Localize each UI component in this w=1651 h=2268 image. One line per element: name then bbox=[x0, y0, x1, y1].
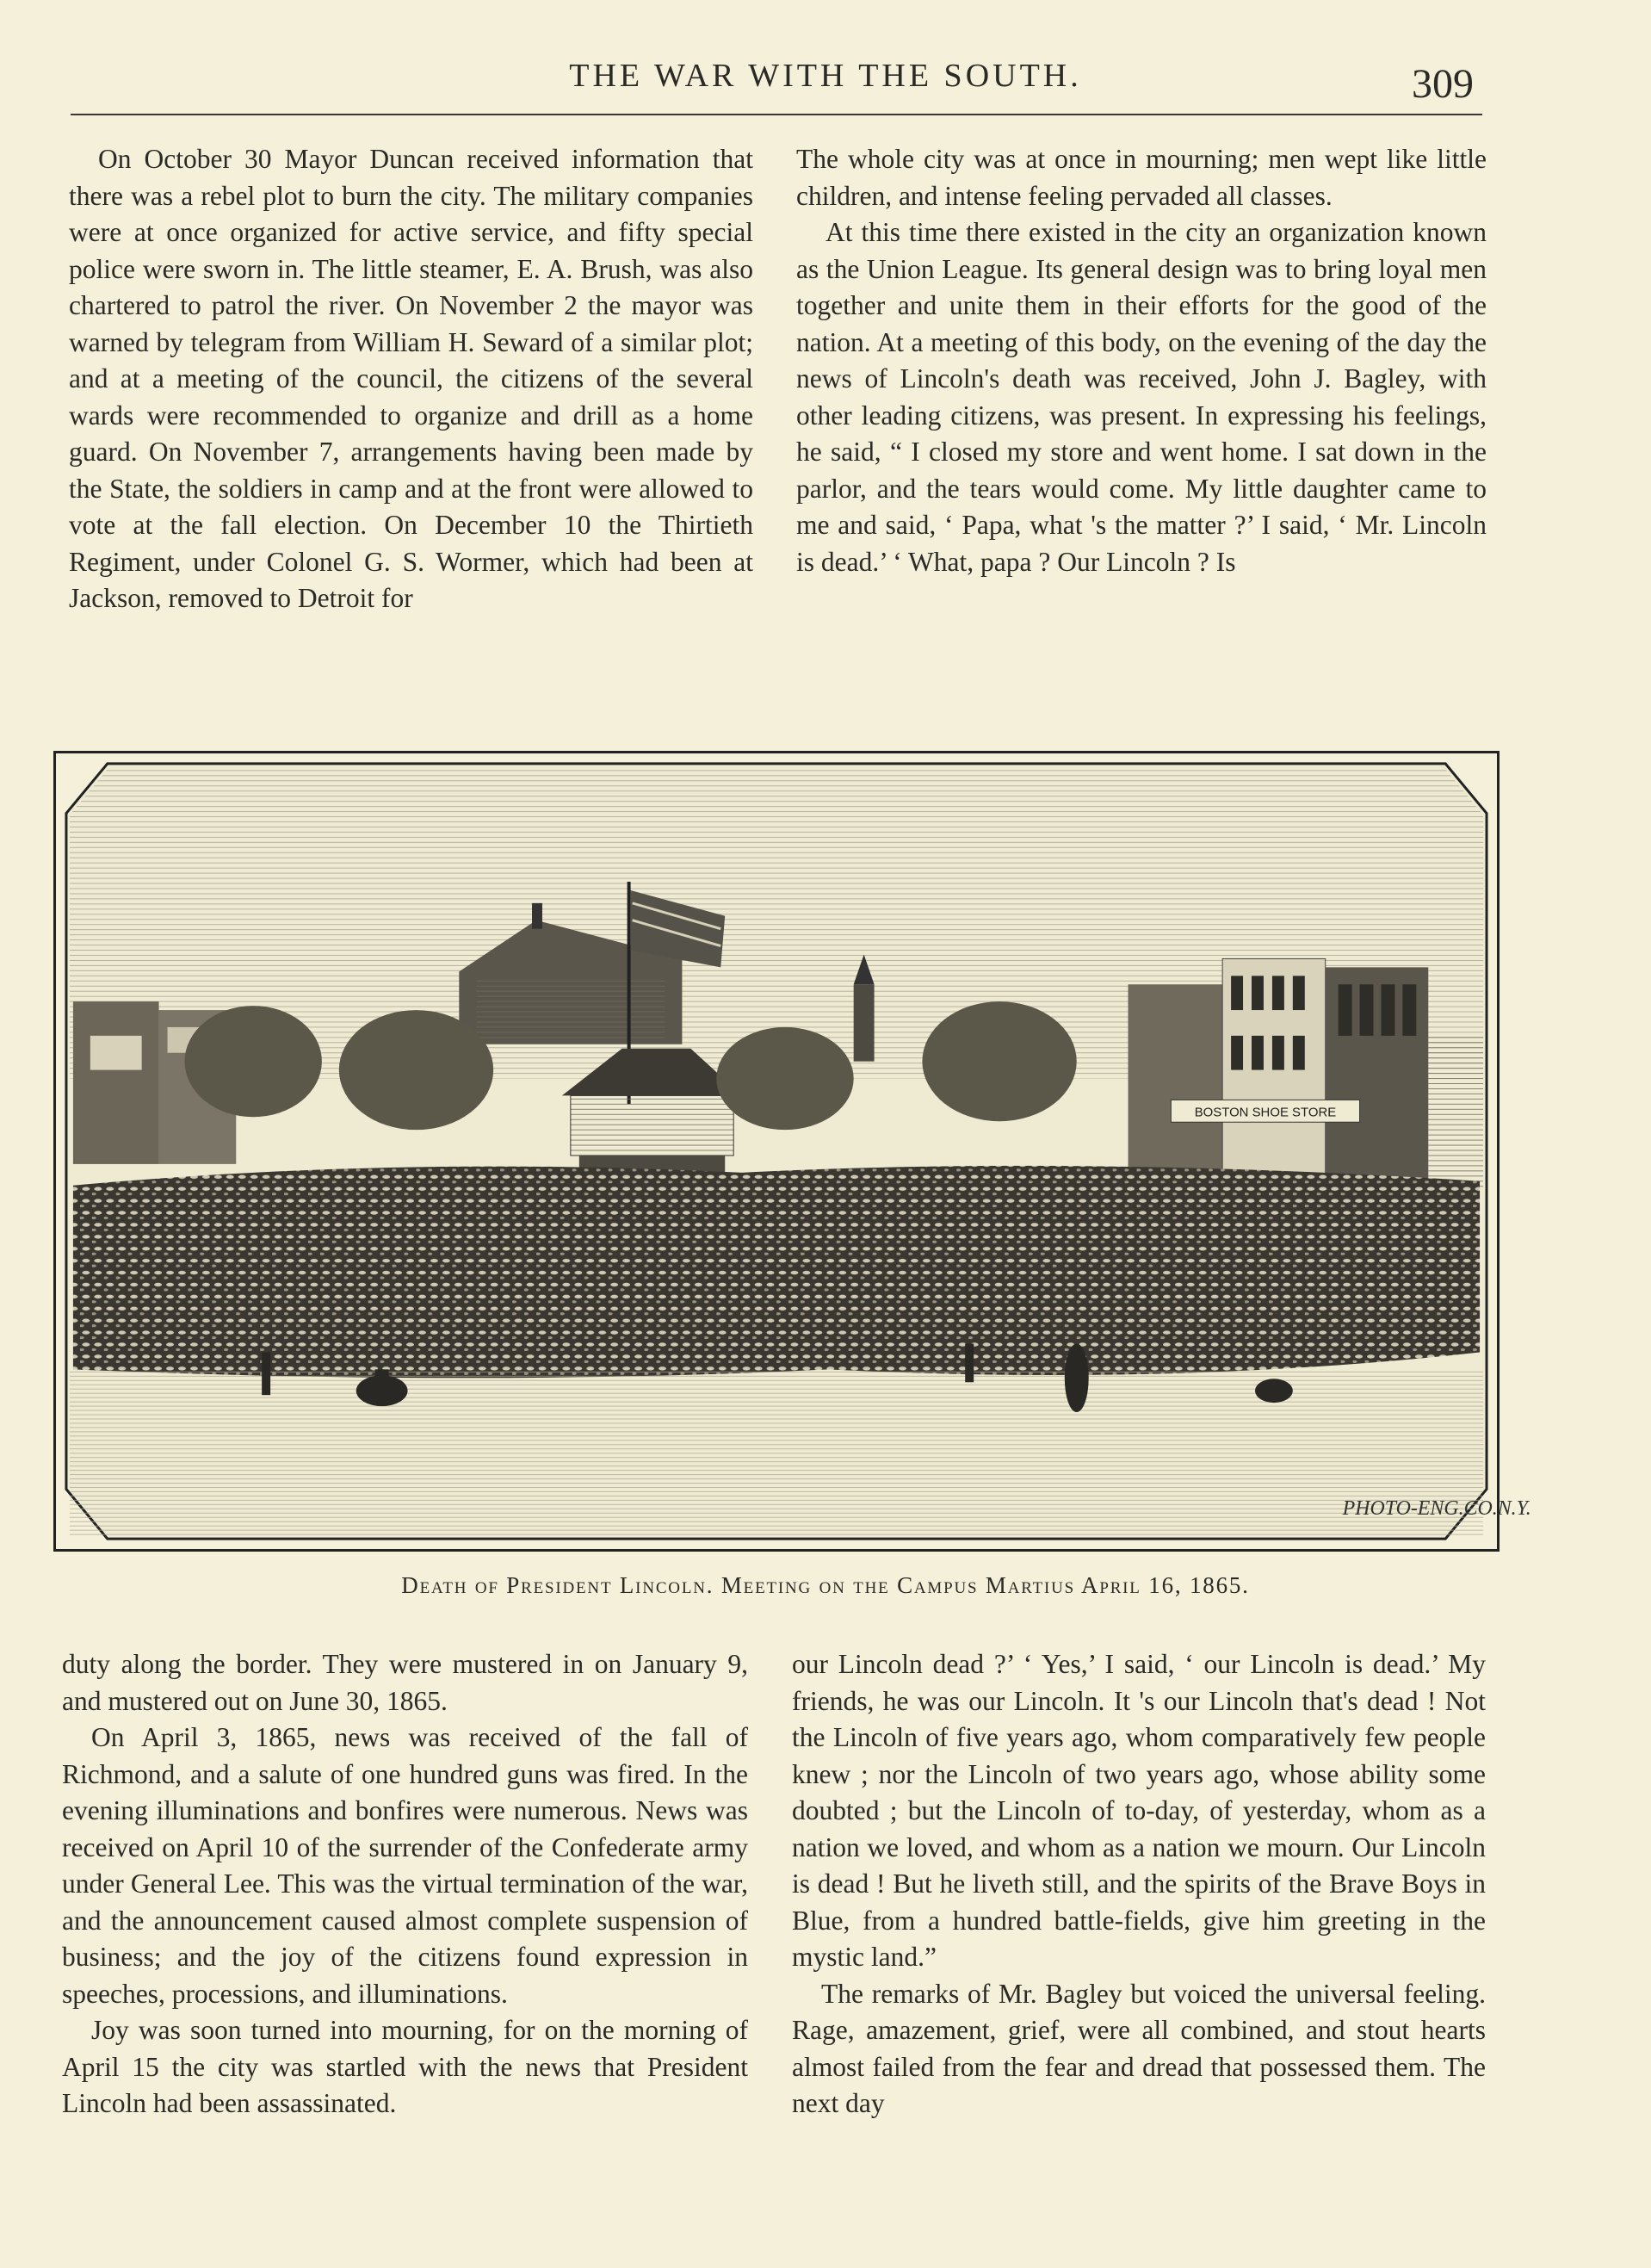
column-bottom-left bbox=[62, 1646, 748, 2122]
paragraph: The whole city was at once in mourning; men wept like little children, and intense feeling pervaded all classes. bbox=[796, 144, 1487, 211]
caption-text: Death of President Lincoln. Meeting on the Campus Martius April 16, 1865. bbox=[401, 1572, 1250, 1598]
crowd bbox=[73, 1166, 1480, 1378]
engraver-signature: PHOTO-ENG.CO.N.Y. bbox=[1342, 1497, 1531, 1521]
column-top-left bbox=[69, 141, 753, 617]
paragraph: our Lincoln dead ?’ ‘ Yes,’ I said, ‘ our Lincoln is dead.’ My friends, he was our Lincoln. It 's our Lincoln that's dead ! Not the Lincoln of five years ago, whom comparatively few people knew ; nor the Lincoln of two years ago, whose ability some doubted ; but the Lincoln of to-day, of yesterday, whom as a nation we loved, and whom as a nation we mourn. Our Lincoln is dead ! But he liveth still, and the spirits of the Brave Boys in Blue, from a hundred battle-fields, give him greeting in the mystic land.” bbox=[792, 1649, 1486, 1972]
paragraph: On October 30 Mayor Duncan received information that there was a rebel plot to burn the city. The military companies were at once organized for active service, and fifty special police were sworn in. The little steamer, E. A. Brush, was also chartered to patrol the river. On November 2 the mayor was warned by telegram from William H. Seward of a similar plot; and at a meeting of the council, the citizens of the several wards were recommended to organize and drill as a home guard. On November 7, arrangements having been made by the State, the soldiers in camp and at the front were allowed to vote at the fall election. On December 10 the Thirtieth Regiment, under Colonel G. S. Wormer, which had been at Jackson, removed to Detroit for bbox=[69, 144, 753, 613]
paragraph: duty along the border. They were mustered in on January 9, and mustered out on June 30, 1865. bbox=[62, 1649, 748, 1716]
column-bottom-right bbox=[792, 1646, 1486, 2122]
engraving-illustration bbox=[53, 751, 1531, 1552]
engraving-drawing bbox=[56, 753, 1531, 1549]
running-head: THE WAR WITH THE SOUTH. bbox=[569, 58, 1082, 94]
page-number: 309 bbox=[1412, 61, 1474, 107]
paragraph: At this time there existed in the city an organization known as the Union League. Its general design was to bring loyal men together and unite them in their efforts for the good of the nation. At a meeting of this body, on the evening of the day the news of Lincoln's death was received, John J. Bagley, with other leading citizens, was present. In expressing his feelings, he said, “ I closed my store and went home. I sat down in the parlor, and the tears would come. My little daughter came to me and said, ‘ Papa, what 's the matter ?’ I said, ‘ Mr. Lincoln is dead.’ ‘ What, papa ? Our Lincoln ? Is bbox=[796, 217, 1487, 577]
paragraph: The remarks of Mr. Bagley but voiced the universal feeling. Rage, amazement, grief, were all combined, and stout hearts almost failed from the fear and dread that possessed them. The next day bbox=[792, 1978, 1486, 2118]
column-top-right bbox=[796, 141, 1487, 580]
header-rule bbox=[71, 114, 1482, 115]
paragraph: Joy was soon turned into mourning, for on the morning of April 15 the city was startled with the news that President Lincoln had been assassinated. bbox=[62, 2015, 748, 2118]
shop-sign: BOSTON SHOE STORE bbox=[1194, 1105, 1337, 1120]
paragraph: On April 3, 1865, news was received of the fall of Richmond, and a salute of one hundred guns was fired. In the evening illuminations and bonfires were numerous. News was received on April 10 of the surrender of the Confederate army under General Lee. This was the virtual termination of the war, and the announcement caused almost complete suspension of business; and the joy of the citizens found expression in speeches, processions, and illuminations. bbox=[62, 1722, 748, 2009]
illustration-caption bbox=[0, 1572, 1651, 1599]
